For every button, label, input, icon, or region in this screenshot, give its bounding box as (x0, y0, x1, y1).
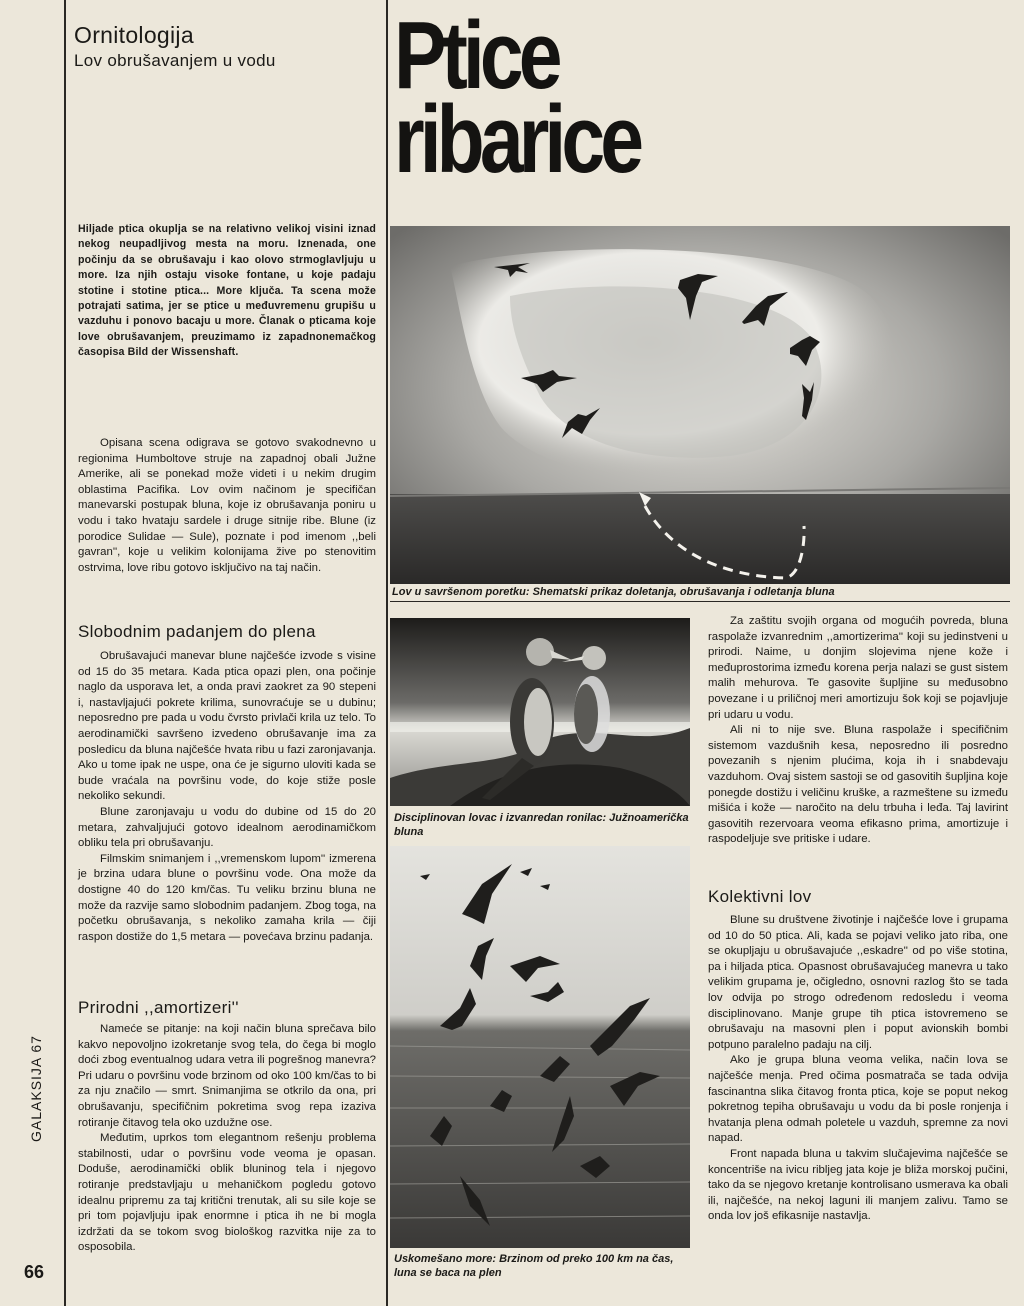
section-label: Ornitologija (74, 22, 194, 48)
heading-free-fall: Slobodnim padanjem do plena (78, 622, 316, 641)
col3-paragraph-4: Ako je grupa bluna veoma velika, način lova se najčešće menja. Pred očima posmatrača se tada odvija fascinantna slika čitavog fronta ptica, koje se poput nekog pokretnog tepiha obrušavaju u vodu da bi posle ronjenja i hvatanja plena odmah poletele u vazduh, spremne za novi napad. (708, 1054, 1008, 1145)
title-line-2: ribarice (394, 86, 640, 193)
photo-diving-flock (390, 846, 690, 1248)
col1-paragraph-4: Filmskim snimanjem i ,,vremenskom lupom'' izmerena je brzina udara blune o površinu vode. Ona može da dostigne 40 do 120 km/čas. Tu veliku brzinu bluna ne može da razvije samo slobodnim padanjem. Zbog toga, na početku obrušavanja, s nekoliko zamaha krila — čiji raspon dostiže do 1,5 metara — povećava brzinu padanja. (78, 852, 376, 943)
section-subtitle: Lov obrušavanjem u vodu (74, 51, 276, 70)
col3-section-1 (708, 614, 1008, 848)
col3-paragraph-5: Front napada bluna u takvim slučajevima najčešće se koncentriše na ivicu ribljeg jata koje je bliža morskoj pučini, tako da se njegovo kretanje kontrolisano usmerava ka obali ili, najčešće, na nekoj laguni ili manjem zalivu. Tamo se onda lov još efikasnije nastavlja. (708, 1147, 1008, 1223)
col3-paragraph-1: Za zaštitu svojih organa od mogućih povreda, bluna raspolaže izvanrednim ,,amortizerima'' koji su jedinstveni u prirodi. Naime, u donjim slojevima njene kože i međuprostorima između korena perja nalazi se gust sistem malih mehurova. Te gasovite šupljine su međusobno povezane i u priličnoj meri amortizuju šok koji se pojavljuje pri udaru u vodu. (708, 615, 1008, 721)
col1-paragraph-1: Opisana scena odigrava se gotovo svakodnevno u regionima Humboltove struje na zapadnoj obali Južne Amerike, ali se ponekad može videti i u nekim drugim oblastima Pacifika. Lov ovim načinom je specifičan manevarski postupak bluna, koje iz obrušavanja poniru u vodu i tako hvataju sardele i druge sitnije ribe. Blune (iz porodice Sulidae — Sule), poznate i pod imenom ,,beli gavran'', koje u velikim kolonijama žive po stenovitim ostrvima, love ribu gotovo isključivo na taj način. (78, 437, 376, 574)
caption-pair: Disciplinovan lovac i izvanredan ronilac: Južnoamerička bluna (394, 812, 689, 838)
col1-section-2 (78, 649, 376, 945)
article-title (394, 2, 640, 193)
title-line-1: Ptice (394, 2, 558, 109)
col3-paragraph-2: Ali ni to nije sve. Bluna raspolaže i specifičnim sistemom vazdušnih kesa, neposredno ili posredno povezanih s njenim plućima, koja ih i snabdevaju vazduhom. Ovaj sistem sastoji se od gasovitih šupljina koje ponegde dostižu i veličinu kruške, a razmeštene su između mišića i kože — naročito na delu trbuha i leđa. Taj lavirint gasovitih rezervoara veoma efikasno prima, amortizuje i raspodeljuje sve pritiske i udare. (708, 724, 1008, 846)
heading-shock-absorbers: Prirodni ,,amortizeri'' (78, 998, 239, 1017)
col1-paragraph-5: Nameće se pitanje: na koji način bluna sprečava bilo kakvo nepovoljno izokretanje svog tela, do čega bi moglo doći zbog eventualnog udara vetra ili pogrešnog manevra? Pri udaru o površinu vode brzinom od oko 100 km/čas to bi za nju značilo — smrt. Snimanjima se otkrilo da ona, pri obrušavanju, specifičnim pokretima svog repa izaziva rotiranje čitavog tela oko uzdužne ose. (78, 1023, 376, 1129)
page-number: 66 (24, 1262, 45, 1282)
caption-rule (390, 601, 1010, 602)
photo-booby-pair (390, 618, 690, 806)
col3-section-2 (708, 913, 1008, 1225)
col3-paragraph-3: Blune su društvene životinje i najčešće love i grupama od 10 do 50 ptica. Ali, kada se pojavi veliko jato riba, one se okupljaju u obrušavajuće ,,eskadre'' od po više stotina, pa i hiljada ptica. Opasnost obrušavajućeg manevra u tako velikim grupama je, očigledno, osnovni razlog što se tada lov odvija po strogo određenom redosledu i veoma disciplinovano. Manje grupe tih ptica istovremeno se obrušavaju na masovni plen i poput avionskih bombi potpuno paralelno padaju na cilj. (708, 914, 1008, 1051)
lead-paragraph: Hiljade ptica okuplja se na relativno velikoj visini iznad nekog neupadljivog mesta na moru. Iznenada, one počinju da se obrušavaju i kao olovo strmoglavljuju u more. Iza njih ostaju visoke fontane, u koje padaju stotine i stotine ptica... More ključa. Ta scena može potrajati satima, jer se ptice u međuvremenu grupišu u vazduhu i ponovo bacaju u more. Članak o pticama koje love obrušavanjem, preuzimamo iz zapadnonemačkog časopisa Bild der Wissenshaft. (78, 223, 376, 359)
col1-paragraph-2: Obrušavajući manevar blune najčešće izvode s visine od 15 do 35 metara. Kada ptica opazi plen, ona počinje naglo da usporava let, a onda pravi zaokret za 90 stepeni i, nastavljajući pokrete krilima, sunovraćuje se u dubinu; neposredno pre pada u vodu čvrsto privlači krila uz telo. To aerodinamički savršeno izvedeno obrušavanje ima za posledicu da bluna najčešće hvata ribu u fazi zaronjavanja. Ako u tome ipak ne uspe, ona će je sigurno uloviti kada se bude vraćala na površinu vode, do koje stiže posle nekoliko sekundi. (78, 650, 376, 803)
dive-pattern-diagram (390, 226, 1010, 584)
col1-paragraph-6: Međutim, uprkos tom elegantnom rešenju problema stabilnosti, udar o površinu vode veoma je opasan. Doduše, aerodinamički oblik bluninog tela i njegovo rotiranje predstavljaju u mehaničkom pogledu gotovo idealnu pripremu za taj kritični trenutak, ali su sile koje se pri tom pojavljuju ipak enormne i ptica ih ne bi mogla izdržati da se tokom svog biološkog razvitka nije za to osposobila. (78, 1132, 376, 1254)
col1-intro (78, 436, 376, 576)
magazine-name: GALAKSIJA 67 (28, 1035, 44, 1142)
column-rule (386, 0, 388, 1306)
left-margin-rule (64, 0, 66, 1306)
caption-diagram: Lov u savršenom poretku: Shematski prikaz doletanja, obrušavanja i odletanja bluna (392, 586, 835, 598)
col1-paragraph-3: Blune zaronjavaju u vodu do dubine od 15 do 20 metara, zahvaljujući gotovo idealnom aerodinamičkom obliku tela pri obrušavanju. (78, 805, 376, 850)
col1-section-3 (78, 1022, 376, 1256)
heading-collective-hunt: Kolektivni lov (708, 887, 812, 906)
diagram-figure (390, 226, 1010, 584)
caption-sea: Uskomešano more: Brzinom od preko 100 km na čas, luna se baca na plen (394, 1253, 674, 1279)
show-through-title-left (140, 65, 159, 137)
